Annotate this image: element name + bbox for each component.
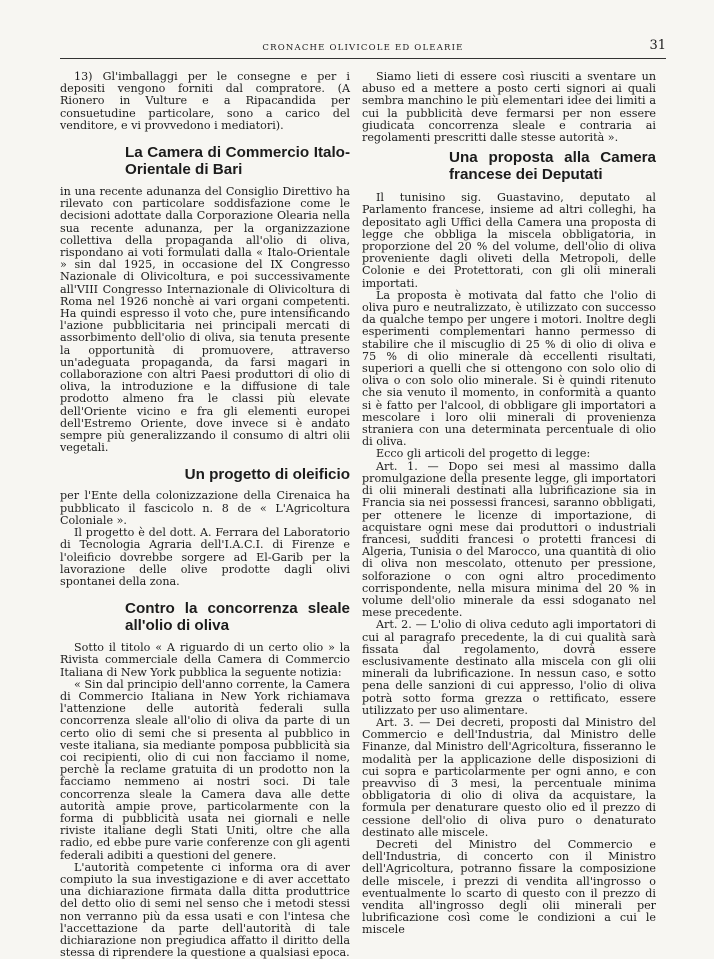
heading-concorrenza: Contro la concorrenza sleale all'olio di oliva	[125, 600, 350, 635]
paragraph-articoli-intro: Ecco gli articoli del progetto di legge:	[376, 447, 591, 461]
paragraph-articolo-1: Art. 1. — Dopo sei mesi al massimo dalla promulgazione della presente legge, gli importatori di olii minerali destinati alla lubrificazione sia in Francia sia nei possessi francesi, saranno obbligati, per ottenere le licenze di importazione, di acquistare ogni mese dai produttori o industriali francesi, sudditi francesi o protetti francesi di Algeria, Tunisia o del Marocco, una quantità di olio di oliva non mescolato, ottenuto per pressione, solforazione o con ogni altro procedimento corrispondente, nella misura minima del 20 % in volume dell'olio minerale da essi sdoganato nel mese precedente.	[362, 459, 656, 620]
heading-proposta-francese: Una proposta alla Camera francese dei Deputati	[449, 149, 656, 184]
paragraph-articolo-2: Art. 2. — L'olio di oliva ceduto agli importatori di cui al paragrafo precedente, la di cui qualità sarà fissata dal regolamento, dovrà essere esclusivamente destinato alla miscela con gli olii minerali da lubrificazione. In nessun caso, e sotto pena delle sanzioni di cui appresso, l'olio di oliva potrà sotto forma grezza o rettificato, essere utilizzato per uso alimentare.	[362, 618, 656, 717]
paragraph-continuation: Siamo lieti di essere così riusciti a sventare un abuso ed a mettere a posto certi signori ai quali sembra manchino le più elementari idee dei limiti a cui la pubblicità deve fermarsi per non essere giudicata concorrenza sleale e contraria ai regolamenti prescritti dalle stesse autorità ».	[362, 70, 656, 145]
paragraph-articolo-3: Art. 3. — Dei decreti, proposti dal Ministro del Commercio e dell'Industria, dal Ministro delle Finanze, dal Ministro dell'Agricoltura, fisseranno le modalità per la applicazione delle disposizioni di cui sopra e particolarmente per ogni anno, e con preavviso di 3 mesi, la percentuale minima obbligatoria di olio di oliva da acquistare, la formula per denaturare questo olio ed il prezzo di cessione dell'olio di oliva puro o denaturato destinato alle miscele.	[362, 715, 656, 839]
paragraph-imballaggi: 13) Gl'imballaggi per le consegne e per i depositi vengono forniti dal compratore. (A Rionero in Vulture e a Ripacandida per consuetudine particolare, sono a carico del venditore, e vi provvedono i mediatori).	[60, 70, 350, 132]
paragraph-concorrenza-1: Sotto il titolo « A riguardo di un certo olio » la Rivista commerciale della Camera di Commercio Italiana di New York pubblica la seguente notizia:	[60, 641, 350, 679]
paragraph-guastavino: Il tunisino sig. Guastavino, deputato al Parlamento francese, insieme ad altri colleghi, ha depositato agli Uffici della Camera una proposta di legge che obbliga la miscela obbligatoria, in proporzione del 20 % del volume, dell'olio di oliva proveniente dagli oliveti della Metropoli, delle Colonie e dei Protettorati, con gli olii minerali importati.	[362, 191, 656, 290]
paragraph-oleificio-1: per l'Ente della colonizzazione della Cirenaica ha pubblicato il fascicolo n. 8 de « L'Agricoltura Coloniale ».	[60, 489, 350, 527]
paragraph-oleificio-2: Il progetto è del dott. A. Ferrara del Laboratorio di Tecnologia Agraria dell'I.A.C.I. di Firenze e l'oleificio dovrebbe sorgere ad El-Garib per la lavorazione delle olive prodotte dagli olivi spontanei della zona.	[60, 526, 350, 588]
running-header	[60, 38, 666, 59]
paragraph-concorrenza-3: L'autorità competente ci informa ora di aver compiuto la sua investigazione e di aver accettato una dichiarazione firmata dalla ditta produttrice del detto olio di semi nel senso che i metodi stessi non verranno più da essa usati e con l'intesa che l'accettazione da parte dell'autorità di tale dichiarazione non pregiudica affatto il diritto della stessa di riprendere la questione a qualsiasi epoca.	[60, 860, 350, 959]
paragraph-motivazione: La proposta è motivata dal fatto che l'olio di oliva puro e neutralizzato, è utilizzato con successo da qualche tempo per ungere i motori. Inoltre degli esperimenti complementari hanno permesso di stabilire che il miscuglio di 25 % di olio di oliva e 75 % di olio minerale dà eccellenti risultati, superiori a quelli che si ottengono con solo olio di oliva o con solo olio minerale. Si è quindi ritenuto che sia venuto il momento, in conformità a quanto si è fatto per l'alcool, di obbligare gli importatori a mescolare i loro olii minerali di provenienza straniera con una determinata percentuale di olio di oliva.	[362, 288, 656, 449]
paragraph-camera-bari: in una recente adunanza del Consiglio Direttivo ha rilevato con particolare soddisfazione come le decisioni adottate dalla Corporazione Olearia nella sua recente adunanza, per la organizzazione collettiva della propaganda all'olio di oliva, rispondano ai voti formulati dalla « Italo-Orientale » sin dal 1925, in occasione del IX Congresso Nazionale di Olivicoltura, e poi successivamente all'VIII Congresso Internazionale di Olivicoltura di Roma nel 1926 nonchè ai vari organi competenti. Ha quindi espresso il voto che, pure intensificando l'azione pubblicitaria nei principali mercati di assorbimento dell'olio di oliva, sia tenuta presente la opportunità di promuovere, attraverso un'adeguata propaganda, da farsi magari in collaborazione con altri Paesi produttori di olio di oliva, la introduzione e la diffusione di tale prodotto almeno fra le classi più elevate dell'Oriente vicino e fra gli elementi europei dell'Estremo Oriente, dove invece si è andato sempre più generalizzando il consumo di altri olii vegetali.	[60, 185, 350, 455]
paragraph-concorrenza-2: « Sin dal principio dell'anno corrente, la Camera di Commercio Italiana in New York richiamava l'attenzione delle autorità federali sulla concorrenza sleale all'olio di oliva da parte di un certo olio di semi che si presenta al pubblico in veste italiana, sia mediante pomposa pubblicità sia coi recipienti, olio di cui non facciamo il nome, perchè la reclame gratuita di un prodotto non la facciamo nemmeno ai nostri soci. Di tale concorrenza sleale la Camera dava alle dette autorità ampie prove, particolarmente con la forma di pubblicità usata nei giornali e nelle riviste italiane degli Stati Uniti, oltre che alla radio, ed ebbe pure varie conferenze con gli agenti federali adibiti a questioni del genere.	[60, 677, 350, 862]
left-column	[60, 71, 350, 959]
paragraph-decreti: Decreti del Ministro del Commercio e dell'Industria, di concerto con il Ministro dell'Agricoltura, potranno fissare la composizione delle miscele, i prezzi di vendita all'ingrosso o eventualmente lo scarto di questo con il prezzo di vendita all'ingrosso degli olii minerali per lubrificazione così come le condizioni a cui le miscele	[362, 837, 656, 937]
heading-camera-bari: La Camera di Commercio Italo-Orientale di Bari	[125, 144, 350, 179]
running-title: CRONACHE OLIVICOLE ED OLEARIE	[262, 43, 464, 53]
heading-oleificio: Un progetto di oleificio	[184, 466, 350, 484]
right-column	[362, 71, 656, 937]
page-number: 31	[649, 38, 666, 53]
